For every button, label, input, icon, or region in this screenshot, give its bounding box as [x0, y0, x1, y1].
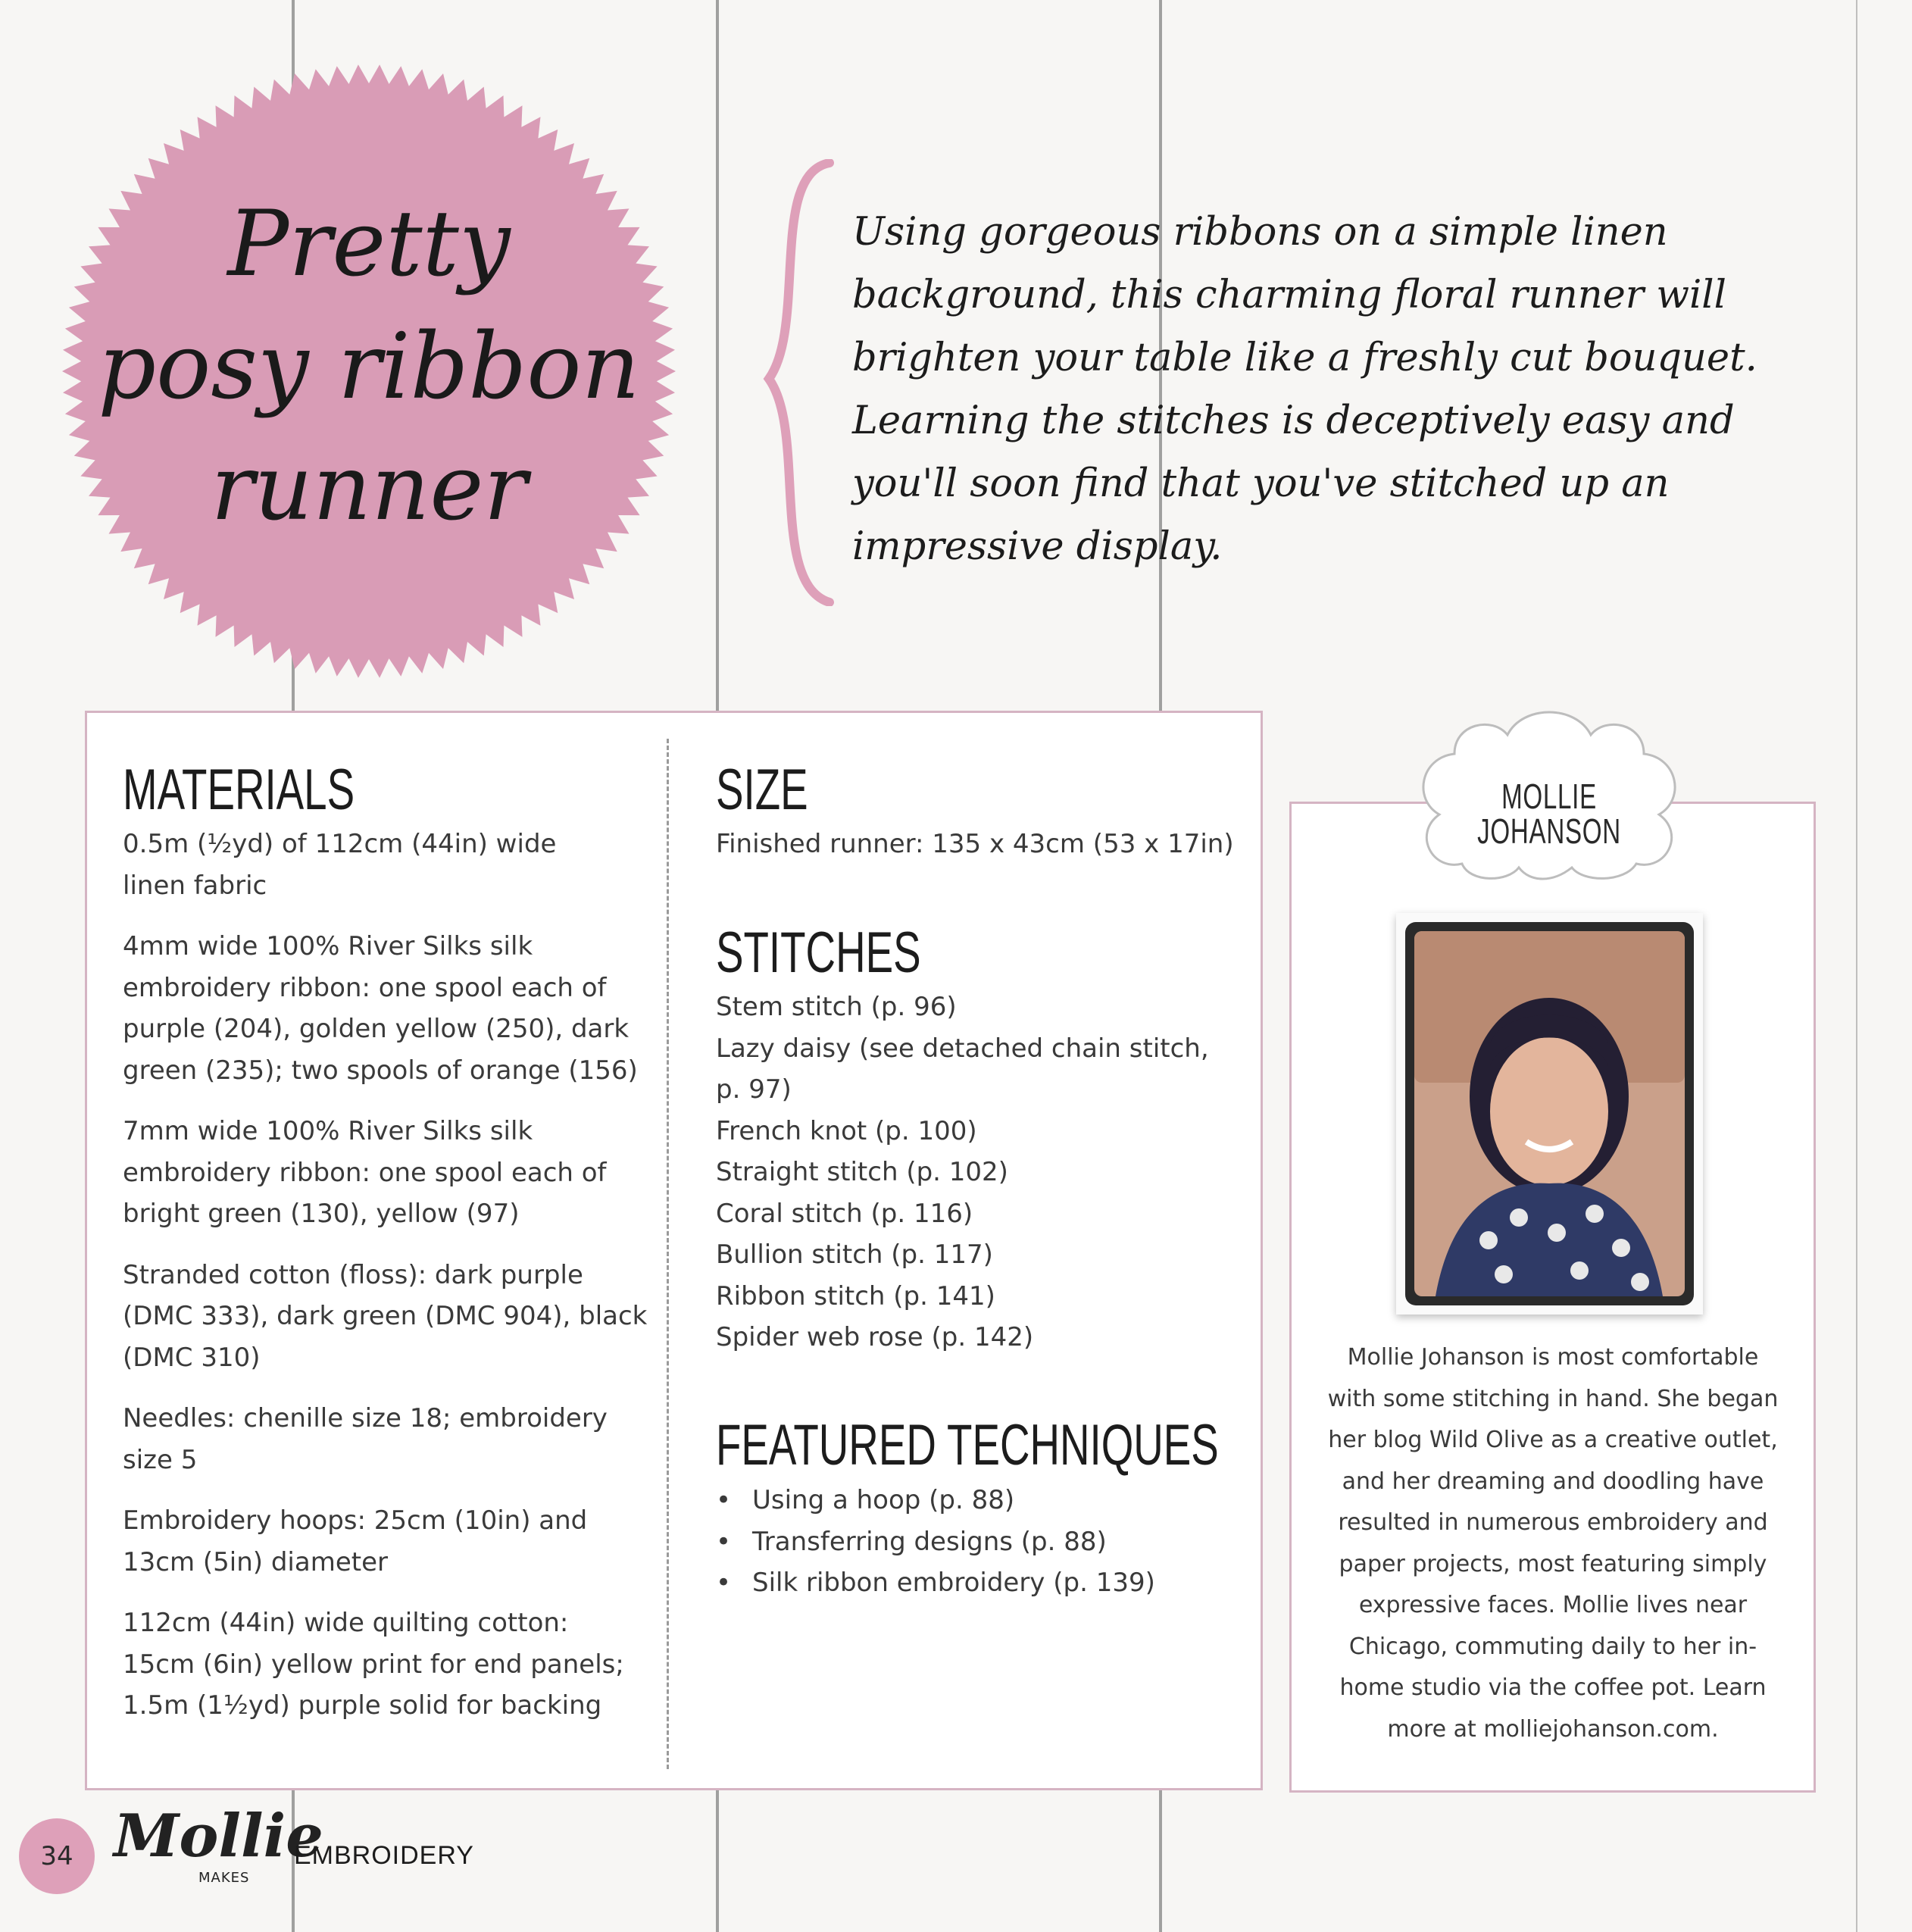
bio-line: paper projects, most featuring simply [1339, 1550, 1767, 1577]
technique-item: • Silk ribbon embroidery (p. 139) [716, 1562, 1246, 1604]
page-number: 34 [19, 1818, 95, 1894]
author-photo [1396, 913, 1703, 1315]
curly-brace-icon [739, 159, 860, 606]
material-item: 112cm (44in) wide quilting cotton: 15cm (6in) yellow print for end panels; 1.5m (1½yd) purple solid for backing [123, 1608, 624, 1721]
brand-logo-sub: MAKES [198, 1870, 250, 1886]
section-label: EMBROIDERY [294, 1841, 474, 1870]
bio-line: and her dreaming and doodling have [1342, 1468, 1764, 1495]
stitch-item: Lazy daisy (see detached chain stitch, [716, 1033, 1209, 1064]
bio-line: resulted in numerous embroidery and [1338, 1509, 1768, 1536]
bio-line: Mollie Johanson is most comfortable [1347, 1344, 1759, 1371]
material-item: 0.5m (½yd) of 112cm (44in) wide linen fabric [123, 829, 557, 901]
material-item: Stranded cotton (floss): dark purple (DMC 333), dark green (DMC 904), black (DMC 310) [123, 1259, 648, 1373]
author-bio [1311, 1337, 1795, 1750]
bio-line: her blog Wild Olive as a creative outlet, [1328, 1427, 1778, 1453]
size-heading: SIZE [716, 758, 808, 822]
plank-seam [1856, 0, 1857, 1932]
technique-item: • Using a hoop (p. 88) [716, 1480, 1246, 1521]
stitch-item: Spider web rose (p. 142) [716, 1322, 1034, 1352]
material-item: Embroidery hoops: 25cm (10in) and 13cm (5in) diameter [123, 1505, 588, 1577]
material-item: 7mm wide 100% River Silks silk embroidery ribbon: one spool each of bright green (130), yellow (97) [123, 1116, 607, 1229]
title-badge [62, 64, 676, 678]
material-item: 4mm wide 100% River Silks silk embroidery ribbon: one spool each of purple (204), golden yellow (250), dark green (235); two spools of orange (156) [123, 931, 638, 1086]
techniques-list [716, 1480, 1246, 1604]
materials-list [123, 824, 653, 1746]
stitch-item: Ribbon stitch (p. 141) [716, 1280, 995, 1311]
intro-text: Using gorgeous ribbons on a simple linen background, this charming floral runner will brighten your table like a freshly cut bouquet. Learning the stitches is deceptively easy and you'll soon find that you've stitched up an impressive display. [852, 210, 1757, 569]
column-divider [667, 739, 669, 1769]
bio-line: home studio via the coffee pot. Learn [1339, 1674, 1767, 1701]
author-portrait-image [1405, 922, 1694, 1305]
stitch-item: Straight stitch (p. 102) [716, 1157, 1008, 1187]
title-line-1: Pretty [227, 192, 511, 297]
material-item: Needles: chenille size 18; embroidery size 5 [123, 1403, 608, 1475]
title-line-2: posy ribbon [98, 314, 640, 420]
bio-line: more at molliejohanson.com. [1387, 1715, 1719, 1743]
bio-line: with some stitching in hand. She began [1327, 1385, 1779, 1412]
stitch-item: French knot (p. 100) [716, 1115, 977, 1146]
size-text: Finished runner: 135 x 43cm (53 x 17in) [716, 829, 1234, 859]
stitch-item: Coral stitch (p. 116) [716, 1198, 973, 1229]
stitch-item: Bullion stitch (p. 117) [716, 1240, 993, 1270]
author-name: MOLLIE JOHANSON [1477, 777, 1621, 851]
materials-heading: MATERIALS [123, 758, 355, 822]
techniques-heading: FEATURED TECHNIQUES [716, 1413, 1219, 1477]
stitch-item: p. 97) [716, 1074, 792, 1105]
stitches-heading: STITCHES [716, 921, 921, 985]
bio-line: expressive faces. Mollie lives near [1358, 1592, 1748, 1618]
title-line-3: runner [211, 436, 527, 541]
stitch-item: Stem stitch (p. 96) [716, 992, 957, 1022]
stitches-list [716, 986, 1246, 1358]
bio-line: Chicago, commuting daily to her in- [1348, 1633, 1757, 1660]
technique-item: • Transferring designs (p. 88) [716, 1521, 1246, 1563]
brand-logo: Mollie [114, 1802, 323, 1871]
